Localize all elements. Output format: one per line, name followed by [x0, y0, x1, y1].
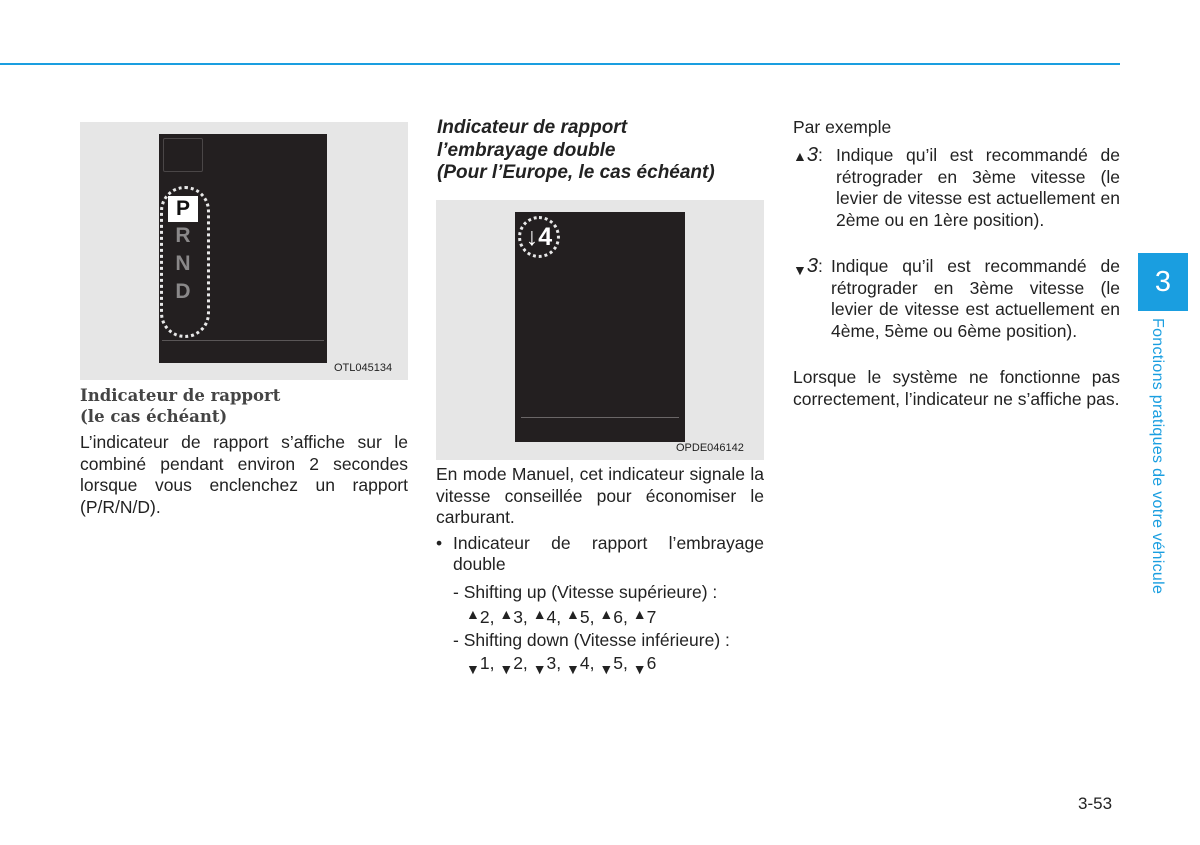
up-arrow-icon: ▲ [532, 606, 547, 622]
up-arrow-icon: ▲ [793, 148, 807, 164]
cluster-display [159, 134, 327, 363]
shift-down-label: - Shifting down (Vitesse inférieure) : [453, 630, 730, 650]
list-item [436, 533, 764, 575]
down-arrow-icon: ▼ [599, 661, 614, 677]
display-divider [521, 417, 679, 418]
chapter-title: Fonctions pratiques de votre véhicule [1149, 318, 1166, 595]
shift-down-value: 3, [546, 653, 562, 673]
shift-up-values [453, 603, 773, 625]
down-arrow-icon: ▼ [632, 661, 647, 677]
example-up [793, 145, 1120, 255]
section2-heading-line1: Indicateur de rapport [437, 117, 628, 138]
header-rule [0, 63, 1120, 65]
shift-up-label: - Shifting up (Vitesse supérieure) : [453, 582, 718, 602]
cluster-display [515, 212, 685, 442]
shift-down-indicator: ↓4 [518, 216, 560, 258]
shift-down-item [453, 630, 773, 675]
section2-heading [437, 117, 767, 185]
example-down-desc: Indique qu’il est recommandé de rétrograder en 3ème vitesse (le levier de vitesse est actuellement en 4ème, 5ème ou 6ème position). [831, 256, 1120, 341]
page-number: 3-53 [1078, 794, 1113, 813]
figure-code: OPDE046142 [676, 442, 744, 454]
up-arrow-icon: ▲ [632, 606, 647, 622]
shift-up-value: 5, [579, 607, 595, 627]
figure-code: OTL045134 [334, 362, 393, 374]
section2-body: En mode Manuel, cet indicateur signale la vitesse conseillée pour économiser le carburant. [436, 464, 764, 527]
shift-down-value: 6 [646, 653, 657, 673]
example-up-digit: 3 [806, 144, 818, 166]
bullet-text: Indicateur de rapport l’embrayage double [453, 533, 764, 574]
down-arrow-icon: ▼ [466, 661, 480, 677]
example-down [793, 256, 1120, 366]
example-down-symbol: ▼3: [793, 255, 823, 278]
up-arrow-icon: ▲ [466, 606, 480, 622]
shift-down-value: 2, [513, 653, 528, 673]
shift-down-values [453, 653, 773, 675]
gear-p: P [168, 196, 198, 222]
example-note: Lorsque le système ne fonctionne pas correctement, l’indicateur ne s’affiche pas. [793, 367, 1120, 409]
down-arrow-icon: ▼ [532, 661, 547, 677]
chapter-tab: 3 [1138, 253, 1188, 311]
section1-heading [80, 385, 410, 427]
gear-indicator-figure [80, 122, 408, 380]
shift-up-value: 4, [546, 607, 562, 627]
up-arrow-icon: ▲ [499, 606, 514, 622]
shift-up-value: 3, [513, 607, 528, 627]
shift-down-value: 4, [579, 653, 595, 673]
gear-r: R [175, 224, 191, 247]
section2-heading-line3: (Pour l’Europe, le cas échéant) [437, 162, 715, 183]
section1-heading-line1: Indicateur de rapport [80, 386, 281, 405]
shift-down-value: 1, [479, 653, 495, 673]
section2-heading-line2: l’embrayage double [437, 139, 616, 161]
gear-d: D [175, 280, 191, 303]
shift-up-value: 6, [613, 607, 628, 627]
down-arrow-icon: ▼ [566, 661, 580, 677]
section1-heading-line2: (le cas échéant) [80, 407, 228, 426]
shift-down-value: 5, [613, 653, 628, 673]
example-up-desc: Indique qu’il est recommandé de rétrograder en 3ème vitesse (le levier de vitesse est actuellement en 2ème ou en 1ère position). [836, 145, 1120, 230]
bullet-icon: • [436, 533, 443, 553]
dct-indicator-figure [436, 200, 764, 460]
down-arrow-icon: ▼ [499, 661, 514, 677]
up-arrow-icon: ▲ [566, 606, 580, 622]
example-down-digit: 3 [806, 255, 818, 277]
bullet-list [436, 533, 764, 575]
shift-up-value: 2, [479, 607, 495, 627]
gear-n: N [175, 252, 191, 275]
example-title: Par exemple [793, 117, 892, 137]
example-up-symbol: ▲3: [793, 144, 823, 166]
display-divider [162, 340, 324, 341]
shift-up-value: 7 [646, 607, 657, 627]
section1-body: L’indicateur de rapport s’affiche sur le combiné pendant environ 2 secondes lorsque vous enclenchez un rapport (P/R/N/D). [80, 432, 408, 517]
display-box [163, 138, 203, 172]
shift-up-item [453, 582, 773, 625]
up-arrow-icon: ▲ [599, 606, 614, 622]
down-arrow-icon: ▼ [793, 262, 807, 278]
